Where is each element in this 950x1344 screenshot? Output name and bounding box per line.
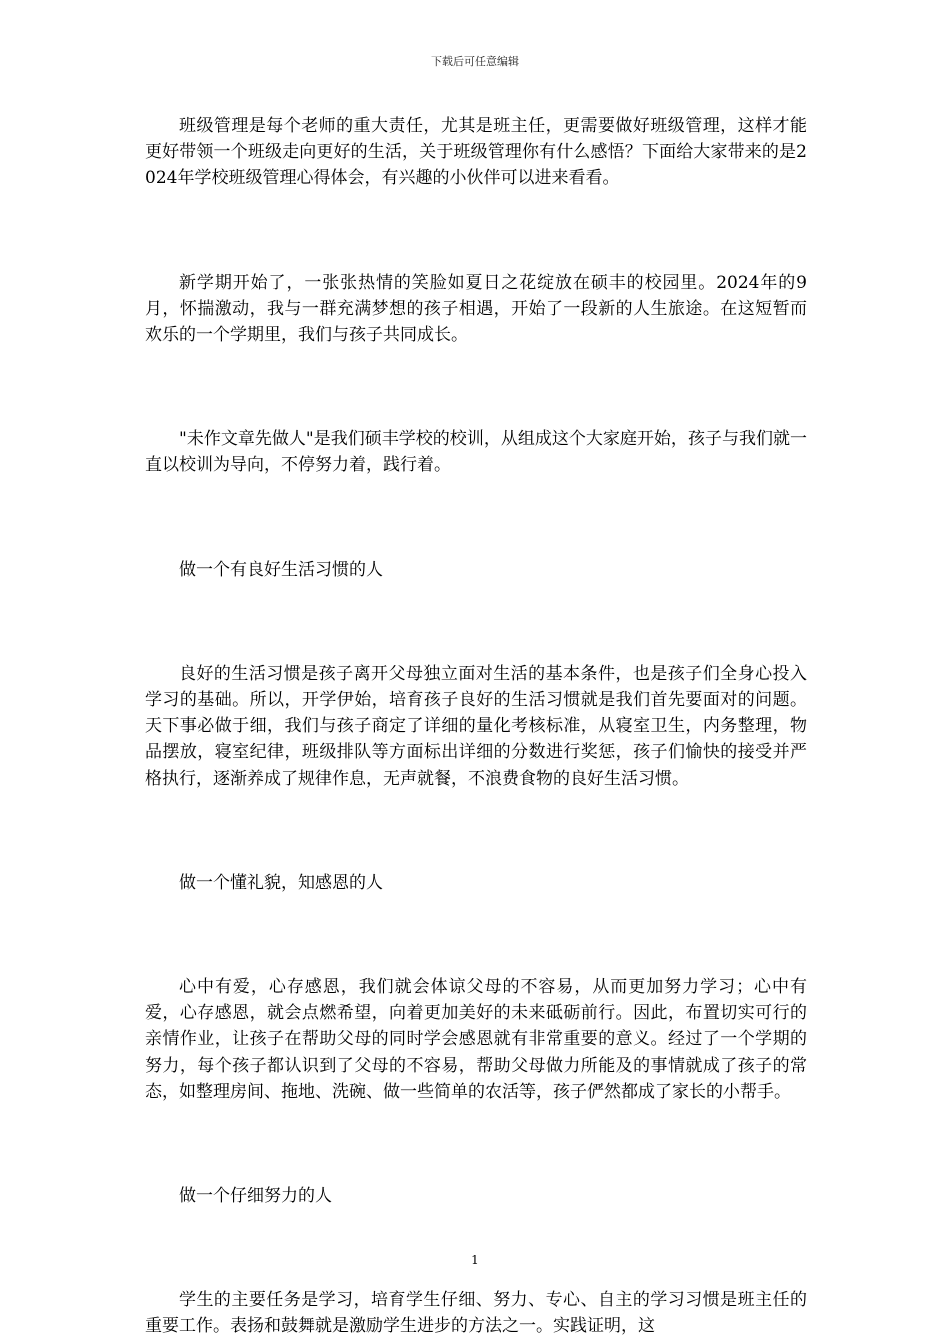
paragraph-gap (145, 479, 807, 557)
page-header: 下载后可任意编辑 (431, 55, 519, 68)
body-paragraph: 心中有爱，心存感恩，我们就会体谅父母的不容易，从而更加努力学习；心中有爱，心存感恩，就会点燃希望，向着更加美好的未来砥砺前行。因此，布置切实可行的亲情作业，让孩子在帮助父母的同时学会感恩就有非常重要的意义。经过了一个学期的努力，每个孩子都认识到了父母的不容易，帮助父母做力所能及的事情就成了孩子的常态，如整理房间、拖地、洗碗、做一些简单的农活等，孩子俨然都成了家长的小帮手。 (145, 977, 807, 1102)
section-heading: 做一个有良好生活习惯的人 (179, 559, 383, 580)
body-paragraph: "未作文章先做人"是我们硕丰学校的校训，从组成这个大家庭开始，孩子与我们就一直以校训为导向，不停努力着，践行着。 (145, 429, 807, 476)
section-heading: 做一个仔细努力的人 (179, 1186, 332, 1207)
document-body (145, 113, 807, 1340)
body-paragraph: 新学期开始了，一张张热情的笑脸如夏日之花绽放在硕丰的校园里。2024年的9月，怀揣激动，我与一群充满梦想的孩子相遇，开始了一段新的人生旅途。在这短暂而欢乐的一个学期里，我们与孩子共同成长。 (145, 272, 807, 346)
paragraph-gap (145, 1209, 807, 1287)
paragraph-gap (145, 583, 807, 661)
paragraph-gap (145, 348, 807, 426)
section-heading: 做一个懂礼貌，知感恩的人 (179, 872, 383, 893)
page-number: 1 (471, 1253, 479, 1267)
paragraph-gap (145, 792, 807, 870)
intro-paragraph: 班级管理是每个老师的重大责任，尤其是班主任，更需要做好班级管理，这样才能更好带领一个班级走向更好的生活，关于班级管理你有什么感悟？下面给大家带来的是2024年学校班级管理心得体会，有兴趣的小伙伴可以进来看看。 (145, 116, 807, 189)
paragraph-gap (145, 192, 807, 270)
paragraph-gap (145, 1105, 807, 1183)
paragraph-gap (145, 896, 807, 974)
body-paragraph: 良好的生活习惯是孩子离开父母独立面对生活的基本条件，也是孩子们全身心投入学习的基础。所以，开学伊始，培育孩子良好的生活习惯就是我们首先要面对的问题。天下事必做于细，我们与孩子商定了详细的量化考核标准，从寝室卫生，内务整理，物品摆放，寝室纪律，班级排队等方面标出详细的分数进行奖惩，孩子们愉快的接受并严格执行，逐渐养成了规律作息，无声就餐，不浪费食物的良好生活习惯。 (145, 663, 807, 789)
body-paragraph: 学生的主要任务是学习，培育学生仔细、努力、专心、自主的学习习惯是班主任的重要工作。表扬和鼓舞就是激励学生进步的方法之一。实践证明，这 (145, 1290, 807, 1337)
